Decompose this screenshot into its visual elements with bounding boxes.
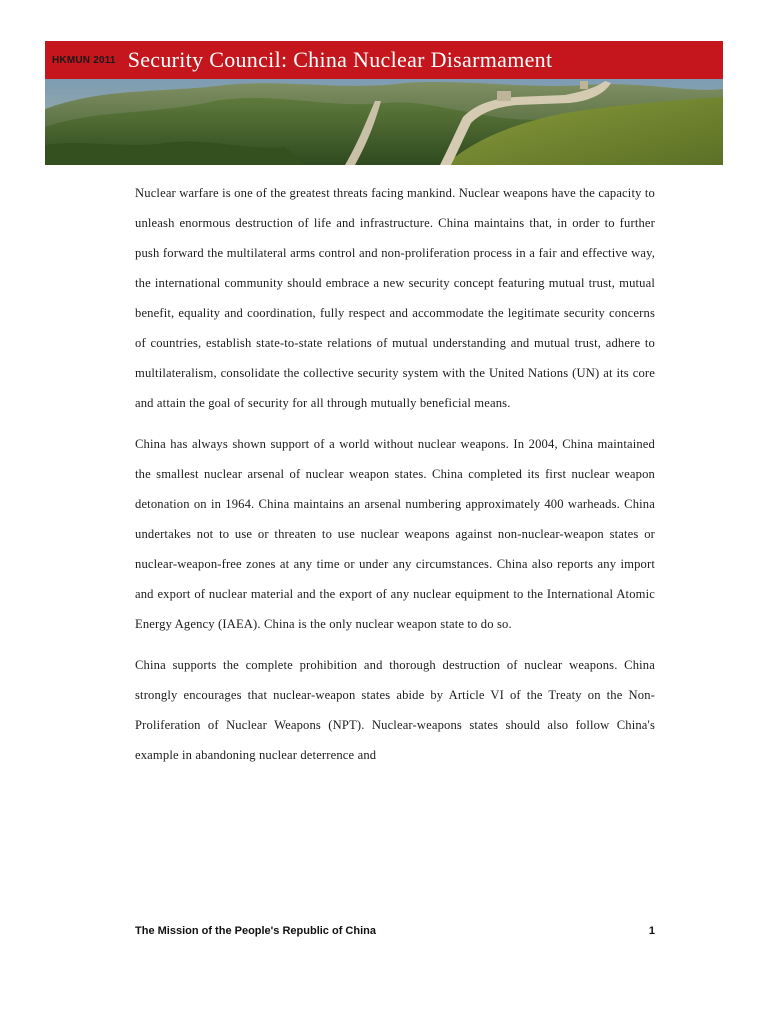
page-footer bbox=[135, 925, 655, 937]
paragraph-1: Nuclear warfare is one of the greatest threats facing mankind. Nuclear weapons have the capacity to unleash enormous destruction of life and infrastructure. China maintains that, in order to further push forward the multilateral arms control and non-proliferation process in a fair and effective way, the international community should embrace a new security concept featuring mutual trust, mutual benefit, equality and coordination, fully respect and accommodate the legitimate security concerns of countries, establish state-to-state relations of mutual understanding and mutual trust, adhere to multilateralism, consolidate the collective security system with the United Nations (UN) at its core and attain the goal of security for all through mutually beneficial means. bbox=[135, 186, 655, 410]
title-bar bbox=[45, 41, 723, 79]
paragraph-2: China has always shown support of a world without nuclear weapons. In 2004, China maintained the smallest nuclear arsenal of nuclear weapon states. China completed its first nuclear weapon detonation on in 1964. China maintains an arsenal numbering approximately 400 warheads. China undertakes not to use or threaten to use nuclear weapons against non-nuclear-weapon states or nuclear-weapon-free zones at any time or under any circumstances. China also reports any import and export of nuclear material and the export of any nuclear equipment to the International Atomic Energy Agency (IAEA). China is the only nuclear weapon state to do so. bbox=[135, 437, 655, 631]
paragraph-3: China supports the complete prohibition and thorough destruction of nuclear weapons. China strongly encourages that nuclear-weapon states abide by Article VI of the Treaty on the Non-Proliferation of Nuclear Weapons (NPT). Nuclear-weapons states should also follow China's example in abandoning nuclear deterrence and bbox=[135, 658, 655, 762]
page-title: Security Council: China Nuclear Disarmament bbox=[127, 47, 553, 72]
page-number: 1 bbox=[648, 925, 655, 937]
great-wall-image bbox=[45, 79, 723, 165]
conference-badge: HKMUN 2011 bbox=[52, 54, 116, 66]
footer-organization: The Mission of the People's Republic of China bbox=[135, 925, 376, 937]
document-body bbox=[135, 178, 655, 781]
header-banner bbox=[45, 41, 723, 165]
